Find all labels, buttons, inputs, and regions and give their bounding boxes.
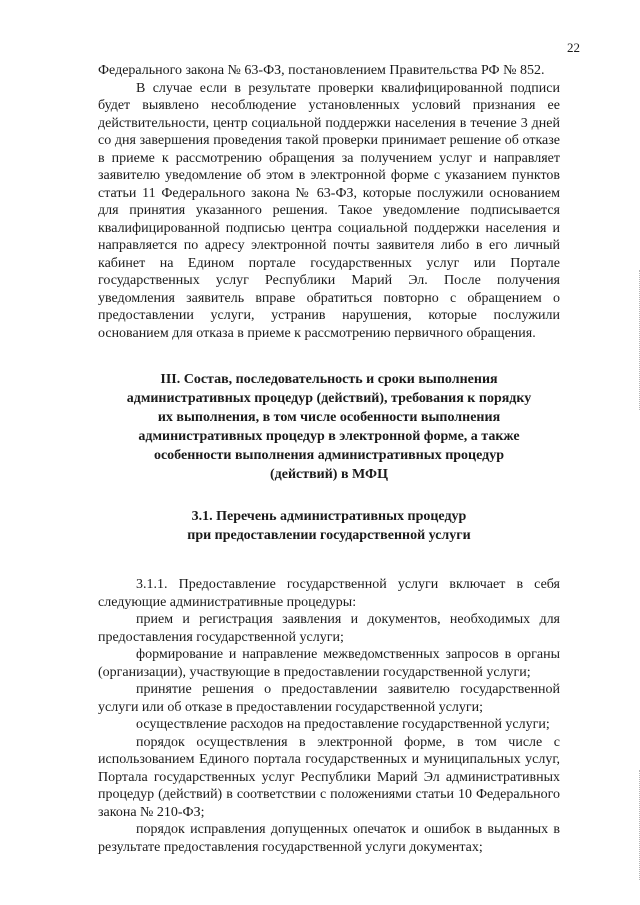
paragraph-signature-check: В случае если в результате проверки квалифицированной подписи будет выявлено несоблюдение установленных условий признания ее действительности, центр социальной поддержки населения в течение 3 дней со дня завершения проведения такой проверки принимает решение об отказе в приеме к рассмотрению обращения за получением услуг и направляет заявителю уведомление об этом в электронной форме с указанием пунктов статьи 11 Федерального закона № 63-ФЗ, которые послужили основанием для принятия указанного решения. Такое уведомление подписывается квалифицированной подписью центра социальной поддержки населения и направляется по адресу электронной почты заявителя либо в его личный кабинет на Едином портале государственных услуг или Портале государственных услуг Республики Марий Эл. После получения уведомления заявитель вправе обратиться повторно с обращением о предоставлении услуги, устранив нарушения, которые послужили основанием для отказа в приеме к рассмотрению первичного обращения. [98,80,560,341]
procedures-intro: 3.1.1. Предоставление государственной услуги включает в себя следующие административные процедуры: [98,577,560,610]
section-heading-line: административных процедур (действий), требования к порядку [126,391,532,406]
section-heading-line: III. Состав, последовательность и сроки выполнения [160,372,498,387]
procedure-item: осуществление расходов на предоставление государственной услуги; [136,717,550,732]
section-heading [98,370,560,484]
procedure-item: принятие решения о предоставлении заявителю государственной услуги или об отказе в предоставлении государственной услуги; [98,682,560,715]
subsection-heading-line: 3.1. Перечень административных процедур [191,509,467,524]
section-heading-line: (действий) в МФЦ [270,467,388,482]
page-number: 22 [567,40,580,55]
subsection-heading-line: при предоставлении государственной услуги [187,528,471,543]
section-heading-line: их выполнения, в том числе особенности выполнения [157,410,501,425]
procedure-item: порядок осуществления в электронной форме, в том числе с использованием Единого портала государственных и муниципальных услуг, Портала государственных услуг Республики Марий Эл административных процедур (действий) в соответствии с положениями статьи 10 Федерального закона № 210-ФЗ; [98,734,560,820]
document-body [98,62,560,856]
section-heading-line: особенности выполнения административных процедур [153,448,505,463]
procedure-item: формирование и направление межведомственных запросов в органы (организации), участвующие в предоставлении государственной услуги; [98,647,560,680]
section-heading-line: административных процедур в электронной форме, а также [138,429,520,444]
procedure-item: порядок исправления допущенных опечаток и ошибок в выданных в результате предоставления государственной услуги документах; [98,822,560,855]
paragraph-continuation: Федерального закона № 63-ФЗ, постановлением Правительства РФ № 852. [98,63,545,78]
subsection-heading [98,507,560,545]
procedure-item: прием и регистрация заявления и документов, необходимых для предоставления государственной услуги; [98,612,560,645]
